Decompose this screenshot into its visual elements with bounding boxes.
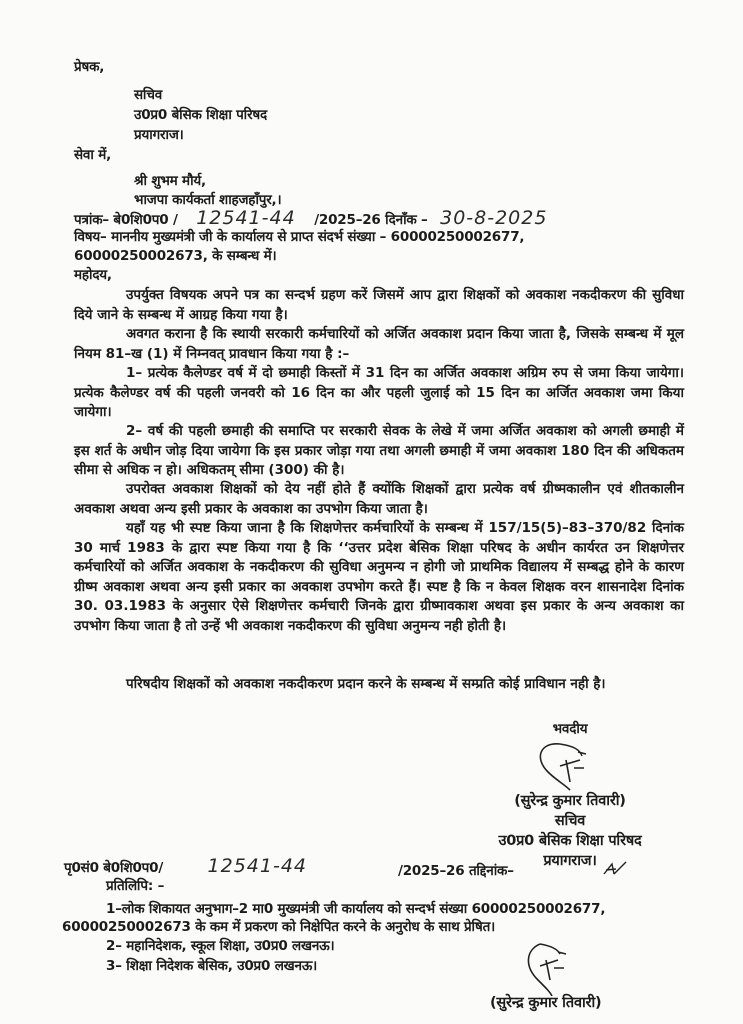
reference-number: 12541-44 [196, 207, 296, 229]
reference-date: 30-8-2025 [440, 207, 548, 229]
reference-year: /2025–26 दिनाँक – [314, 212, 428, 228]
endorsement-signatory: (सुरेन्द्र कुमार तिवारी) [490, 995, 602, 1011]
closing: भवदीय [552, 721, 588, 737]
sender-designation: सचिव [134, 87, 163, 103]
sender-city: प्रयागराज। [134, 127, 184, 143]
endorsement-line [64, 857, 307, 877]
paragraph-3: 1– प्रत्येक कैलेण्डर वर्ष में दो छमाही किस्तों में 31 दिन का अर्जित अवकाश अग्रिम रुप से जमा किया जायेगा। प्रत्येक कैलेण्डर वर्ष की पहली जनवरी को 16 दिन का और पहली जुलाई को 15 दिन का अर्जित अवकाश जमा किया जायेगा। [74, 365, 684, 420]
paragraph-1: उपर्युक्त विषयक अपने पत्र का सन्दर्भ ग्रहण करें जिसमें आप द्वारा शिक्षकों को अवकाश नकदीकरण की सुविधा दिये जाने के सम्बन्ध में आग्रह किया गया है। [74, 287, 684, 323]
endorsement-year: /2025–26 तद्दिनांक– [398, 863, 514, 879]
initials-mark-icon [602, 860, 628, 878]
recipient-address: भाजपा कार्यकर्ता शाहजहाँपुर,। [134, 192, 282, 208]
salutation: महोदय, [74, 267, 112, 283]
subject-line-2: 60000250002673, के सम्बन्ध में। [74, 248, 277, 264]
signature-mark-icon [530, 738, 610, 792]
subject-line-1: विषय– माननीय मुख्यमंत्री जी के कार्यालय से प्राप्त संदर्भ संख्या – 60000250002677, [74, 229, 525, 245]
signature-block [470, 720, 670, 870]
sender-office: उ0प्र0 बेसिक शिक्षा परिषद [134, 107, 267, 123]
reference-line [74, 209, 547, 229]
reference-prefix: पत्रांक– बे0शि0प0 / [74, 212, 178, 228]
copy-label: प्रतिलिपि: – [106, 878, 165, 894]
paragraph-5: उपरोक्त अवकाश शिक्षकों को देय नहीं होते हैं क्योंकि शिक्षकों द्वारा प्रत्येक वर्ष ग्रीष्मकालीन एवं शीतकालीन अवकाश अथवा अन्य इसी प्रकार के अवकाश का उपभोग किया जाता है। [74, 481, 684, 517]
endorsement-number: 12541-44 [207, 855, 308, 877]
copy-item-1: 1–लोक शिकायत अनुभाग–2 मा0 मुख्यमंत्री जी कार्यालय को सन्दर्भ संख्या 60000250002677, [106, 901, 606, 917]
endorsement-prefix: पृ0सं0 बे0शि0प0/ [64, 860, 164, 876]
paragraph-2: अवगत कराना है कि स्थायी सरकारी कर्मचारियों को अर्जित अवकाश प्रदान किया जाता है, जिसके सम्बन्ध में मूल नियम 81–ख (1) में निम्नवत् प्रावधान किया गया है :– [74, 326, 684, 362]
recipient-name: श्री शुभम मौर्य, [134, 173, 206, 189]
copy-item-1-cont: 60000250002673 के कम में प्रकरण को निक्षेपित करने के अनुरोध के साथ प्रेषित। [62, 919, 495, 935]
sender-label: प्रेषक, [74, 59, 105, 75]
signature-mark-2-icon [518, 940, 578, 996]
copy-item-2: 2– महानिदेशक, स्कूल शिक्षा, उ0प्र0 लखनऊ। [106, 938, 335, 954]
recipient-label: सेवा में, [74, 147, 112, 163]
signatory-city: प्रयागराज। [543, 853, 597, 869]
paragraph-6: यहाँ यह भी स्पष्ट किया जाना है कि शिक्षणेत्तर कर्मचारियों के सम्बन्ध में 157/15(5)–83–370/82 दिनांक 30 मार्च 1983 के द्वारा स्पष्ट किया गया है कि ‘‘उत्तर प्रदेश बेसिक शिक्षा परिषद के अधीन कार्यरत उन शिक्षणेत्तर कर्मचारियों को अर्जित अवकाश के नकदीकरण की सुविधा अनुमन्य न होगी जो प्राथमिक विद्यालय में सम्बद्ध होने के कारण ग्रीष्म अवकाश अथवा अन्य इसी प्रकार का अवकाश उपभोग करते हैं। स्पष्ट है कि न केवल शिक्षक वरन शासनादेश दिनांक 30. 03.1983 के अनुसार ऐसे शिक्षणेत्तर कर्मचारी जिनके द्वारा ग्रीष्मावकाश अथवा इस प्रकार के अन्य अवकाश का उपभोग किया जाता है तो उन्हें भी अवकाश नकदीकरण की सुविधा अनुमन्य नही होती है। [74, 520, 684, 634]
paragraph-4: 2– वर्ष की पहली छमाही की समाप्ति पर सरकारी सेवक के लेखे में जमा अर्जित अवकाश को अगली छमाही में इस शर्त के अधीन जोड़ दिया जायेगा कि इस प्रकार जोड़ा गया तथा अगली छमाही में जमा अवकाश 180 दिन की अधिकतम सीमा से अधिक न हो। अधिकतम् सीमा (300) की है। [74, 423, 684, 478]
paragraph-7: परिषदीय शिक्षकों को अवकाश नकदीकरण प्रदान करने के सम्बन्ध में सम्प्रति कोई प्राविधान नही है। [126, 676, 606, 692]
signatory-name: (सुरेन्द्र कुमार तिवारी) [514, 793, 626, 809]
signatory-designation: सचिव [554, 813, 586, 829]
signatory-office: उ0प्र0 बेसिक शिक्षा परिषद [498, 833, 642, 849]
copy-item-3: 3– शिक्षा निदेशक बेसिक, उ0प्र0 लखनऊ। [106, 958, 318, 974]
